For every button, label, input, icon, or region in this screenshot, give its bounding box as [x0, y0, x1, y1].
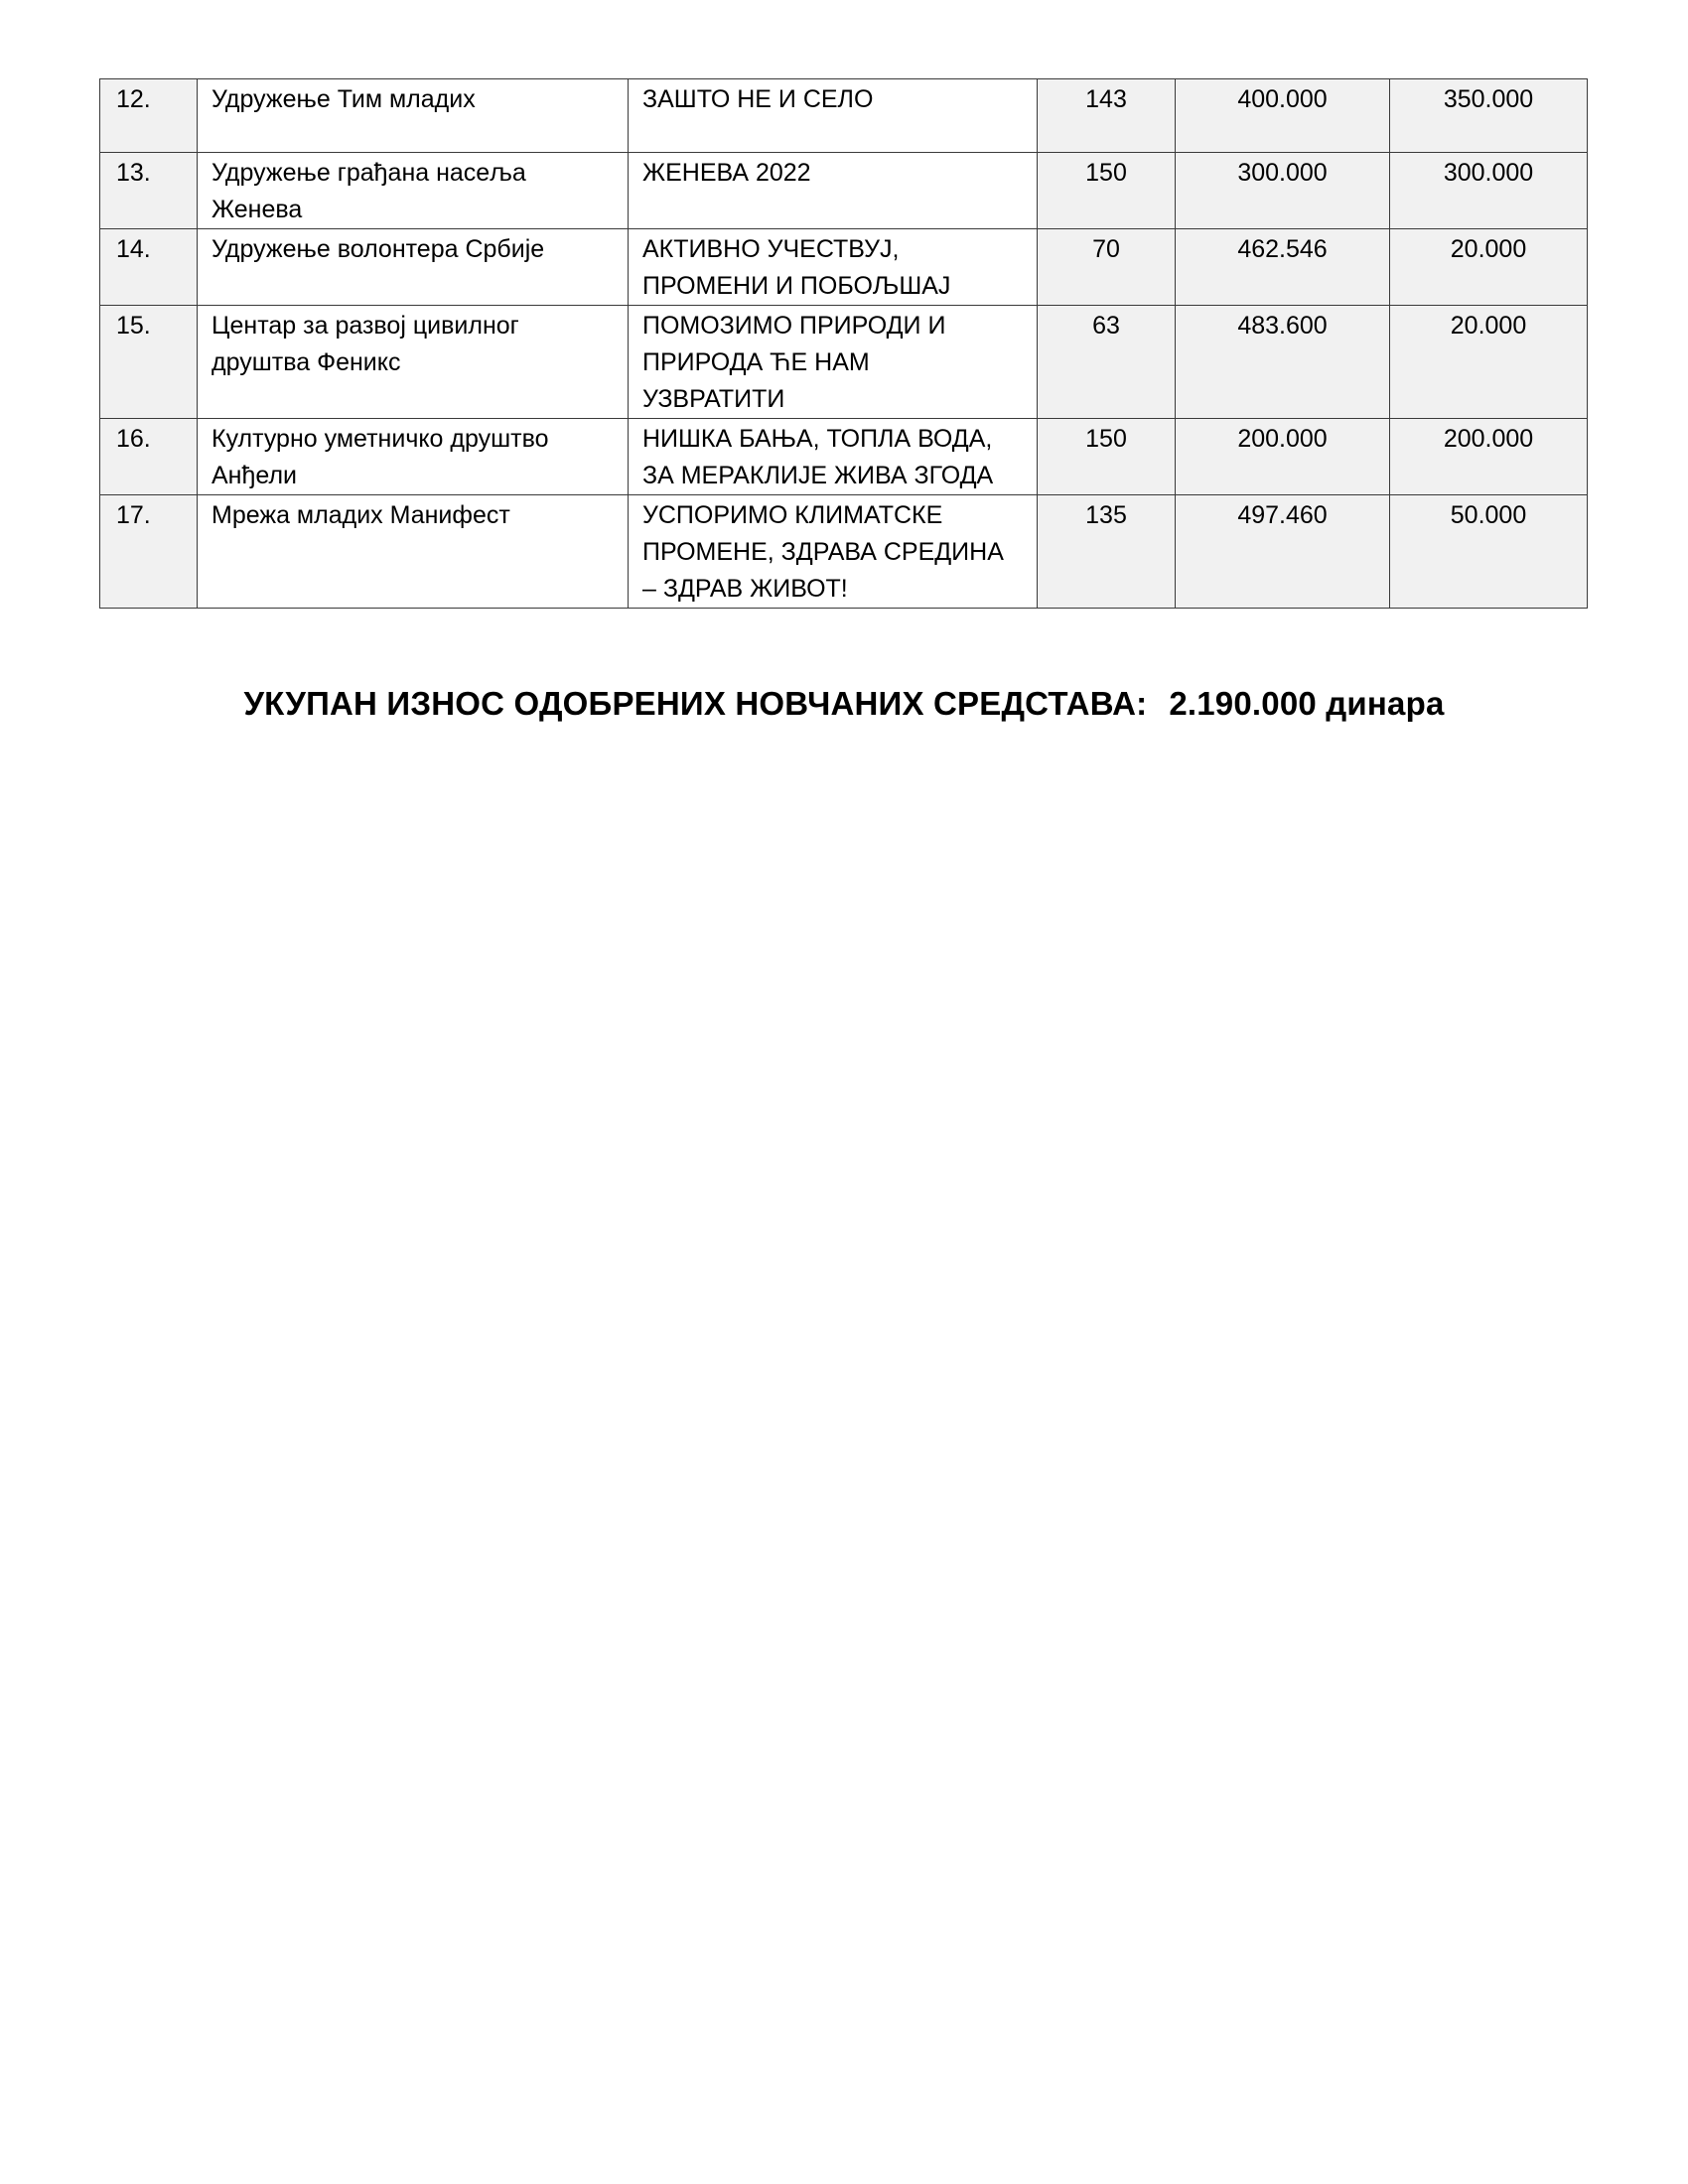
project-title: ЗАШТО НЕ И СЕЛО	[629, 79, 1038, 153]
approved-amount: 50.000	[1390, 495, 1588, 609]
organization-name: Удружење грађана насеља Женева	[198, 153, 629, 229]
total-label: УКУПАН ИЗНОС ОДОБРЕНИХ НОВЧАНИХ СРЕДСТАВА:	[243, 685, 1148, 722]
requested-amount: 483.600	[1176, 306, 1390, 419]
project-title: УСПОРИМО КЛИМАТСКЕ ПРОМЕНЕ, ЗДРАВА СРЕДИНА – ЗДРАВ ЖИВОТ!	[629, 495, 1038, 609]
organization-name: Културно уметничко друштво Анђели	[198, 419, 629, 495]
project-title: НИШКА БАЊА, ТОПЛА ВОДА, ЗА МЕРАКЛИЈЕ ЖИВА ЗГОДА	[629, 419, 1038, 495]
approved-amount: 300.000	[1390, 153, 1588, 229]
table-row	[100, 79, 1588, 153]
project-title: АКТИВНО УЧЕСТВУЈ, ПРОМЕНИ И ПОБОЉШАЈ	[629, 229, 1038, 306]
table-row	[100, 419, 1588, 495]
row-number: 13.	[100, 153, 198, 229]
total-approved-funds	[0, 685, 1688, 723]
project-title: ЖЕНЕВА 2022	[629, 153, 1038, 229]
table-row	[100, 306, 1588, 419]
table-row	[100, 153, 1588, 229]
requested-amount: 200.000	[1176, 419, 1390, 495]
approved-amount: 20.000	[1390, 306, 1588, 419]
requested-amount: 400.000	[1176, 79, 1390, 153]
points: 143	[1038, 79, 1176, 153]
points: 70	[1038, 229, 1176, 306]
table-row	[100, 229, 1588, 306]
organization-name: Мрежа младих Манифест	[198, 495, 629, 609]
row-number: 15.	[100, 306, 198, 419]
grants-table	[99, 78, 1588, 609]
row-number: 12.	[100, 79, 198, 153]
total-amount: 2.190.000 динара	[1169, 685, 1445, 722]
organization-name: Удружење Тим младих	[198, 79, 629, 153]
organization-name: Удружење волонтера Србије	[198, 229, 629, 306]
row-number: 17.	[100, 495, 198, 609]
approved-amount: 20.000	[1390, 229, 1588, 306]
project-title: ПОМОЗИМО ПРИРОДИ И ПРИРОДА ЋЕ НАМ УЗВРАТИТИ	[629, 306, 1038, 419]
points: 135	[1038, 495, 1176, 609]
requested-amount: 300.000	[1176, 153, 1390, 229]
approved-amount: 350.000	[1390, 79, 1588, 153]
table-row	[100, 495, 1588, 609]
points: 150	[1038, 153, 1176, 229]
approved-amount: 200.000	[1390, 419, 1588, 495]
requested-amount: 497.460	[1176, 495, 1390, 609]
points: 150	[1038, 419, 1176, 495]
points: 63	[1038, 306, 1176, 419]
requested-amount: 462.546	[1176, 229, 1390, 306]
organization-name: Центар за развој цивилног друштва Феникс	[198, 306, 629, 419]
row-number: 16.	[100, 419, 198, 495]
row-number: 14.	[100, 229, 198, 306]
